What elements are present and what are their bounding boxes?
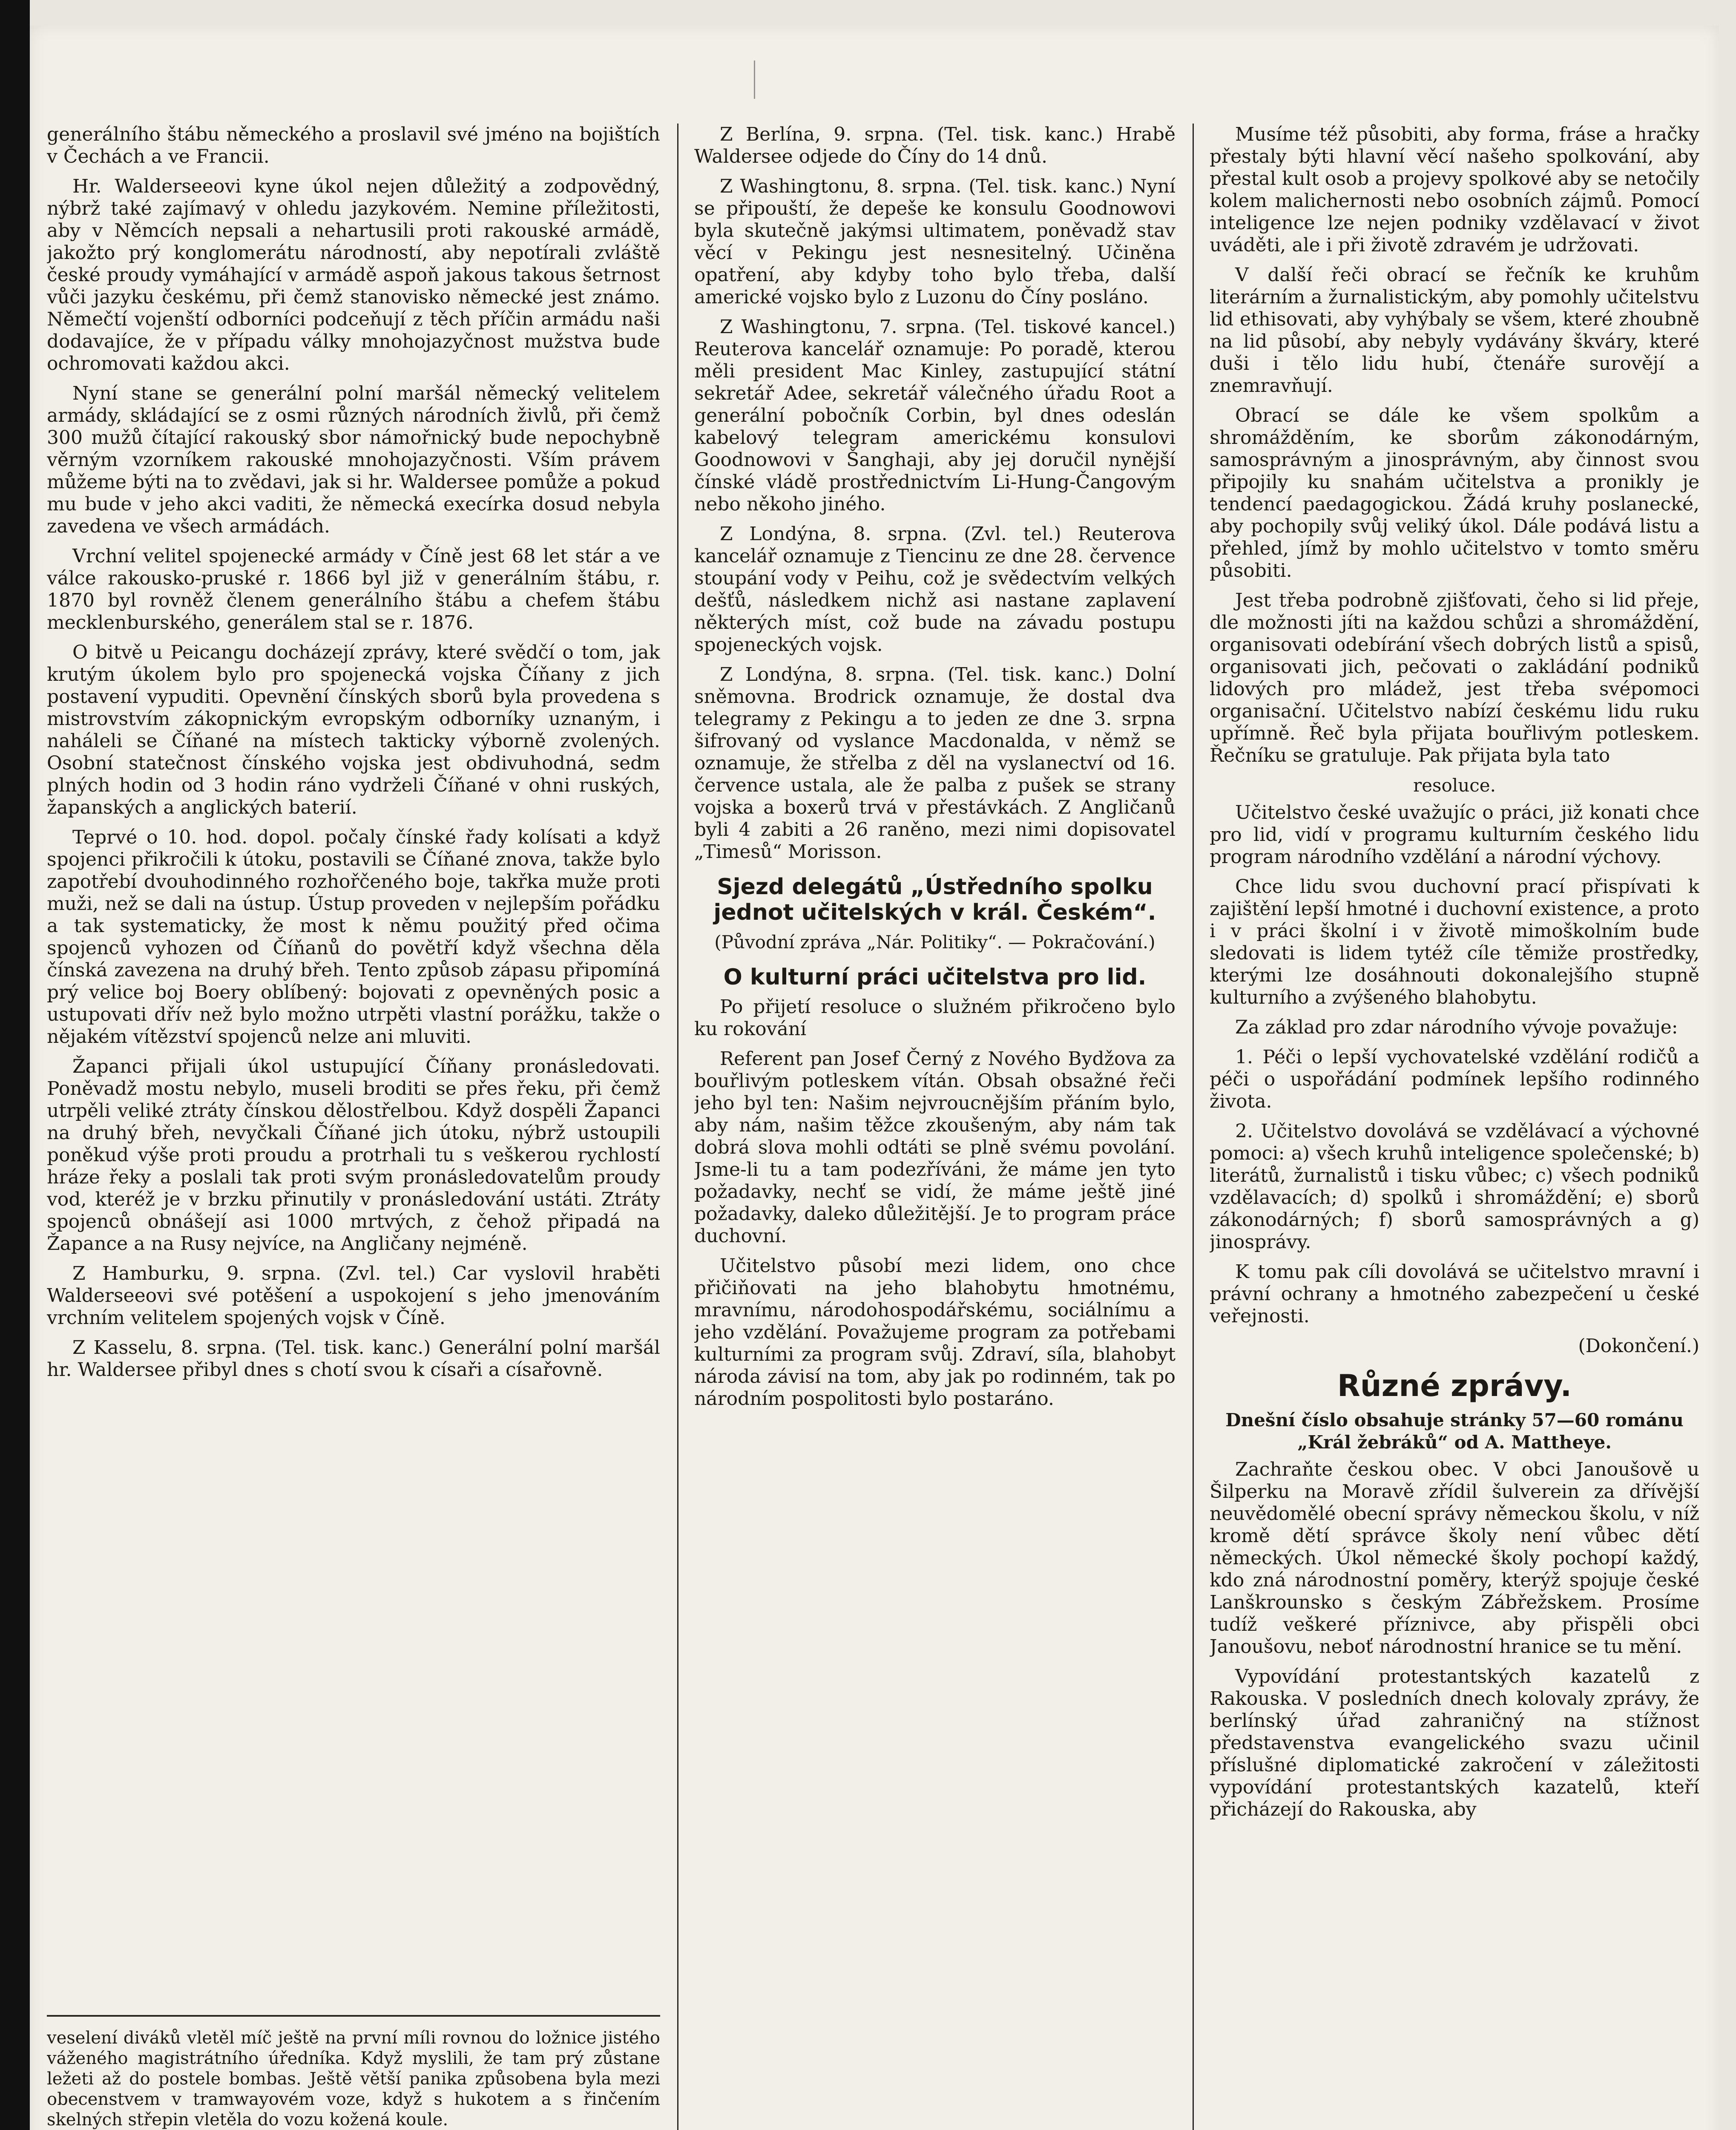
resolution-paragraph: Učitelstvo české uvažujíc o práci, již konati chce pro lid, vidí v programu kulturním českého lidu program národního vzdělání a národní výchovy.: [1210, 802, 1699, 868]
col1-paragraph: Vrchní velitel spojenecké armády v Číně jest 68 let stár a ve válce rakousko-pruské r. 1866 byl již v generálním štábu, r. 1870 byl rovněž členem generálního štábu a chefem štábu mecklenburského, generálem stal se r. 1876.: [47, 545, 660, 633]
column-1: [47, 124, 660, 2006]
col2-paragraph: Po přijetí resoluce o služném přikročeno bylo ku rokování: [694, 996, 1176, 1040]
resolution-label: resoluce.: [1413, 775, 1496, 796]
resolution-paragraph: Chce lidu svou duchovní prací přispívati k zajištění lepší hmotné i duchovní existence, a proto i v práci školní i v životě mimoškolním bude sledovati is lidem tytéž cíle těmiže prostředky, kterými lze dosáhnouti dokonalejšího stupně kulturního a zvýšeného blahobytu.: [1210, 876, 1699, 1008]
resolution-paragraph: K tomu pak cíli dovolává se učitelstvo mravní i právní ochrany a hmotného zabezpečení u české veřejnosti.: [1210, 1261, 1699, 1327]
col1-paragraph: O bitvě u Peicangu docházejí zprávy, které svědčí o tom, jak krutým úkolem bylo pro spojenecká vojska Číňany z jich postavení vypuditi. Opevnění čínských sborů byla provedena s mistrovstvím zákopnickým evropským odborníky uznaným, i naháleli se Číňané na místech takticky výborně zvolených. Osobní statečnost čínského vojska jest obdivuhodná, sedm plných hodin od 3 hodin ráno vydrželi Číňané v ohni ruských, žapanských a anglických baterií.: [47, 642, 660, 818]
col3-paragraph: Jest třeba podrobně zjišťovati, čeho si lid přeje, dle možnosti jíti na každou schůzi a shromáždění, organisovati odebírání všech dobrých listů a spisů, organisovati jich, pečovati o zakládání podniků lidových pro mládež, jest třeba svépomoci organisační. Učitelstvo nabízí českému lidu ruku upřímně. Řeč byla přijata bouřlivým potleskem. Řečníku se gratuluje. Pak přijata byla tato: [1210, 590, 1699, 766]
pen-mark: [754, 60, 772, 99]
col2-paragraph: Referent pan Josef Černý z Nového Bydžova za bouřlivým potleskem vítán. Obsah obsažné řeči jeho byl ten: Našim nejvroucnějším přáním bylo, aby nám, našim těžce zkoušeným, aby nám tak dobrá slova mohli odtáti se plně svému povolání. Jsme-li tu a tam podezříváni, že máme jen tyto požadavky, nechť se vidí, že máme ještě jiné požadavky, daleko důležitější. Je to program práce duchovní.: [694, 1048, 1176, 1247]
column-1-feuilleton: [47, 2028, 660, 2130]
resolution-paragraph: 1. Péči o lepší vychovatelské vzdělání rodičů a péči o uspořádání podmínek lepšího rodinného života.: [1210, 1046, 1699, 1112]
col2-paragraph: Z Berlína, 9. srpna. (Tel. tisk. kanc.) Hrabě Waldersee odjede do Číny do 14 dnů.: [694, 124, 1176, 167]
column-3: [1210, 124, 1699, 2130]
continuation-note: (Dokončení.): [1578, 1335, 1699, 1357]
col3-paragraph: Musíme též působiti, aby forma, fráse a hračky přestaly býti hlavní věcí našeho spolkování, aby přestal kult osob a projevy spolkové aby se netočily kolem malichernosti nebo osobních zájmů. Pomocí inteligence lze nejen podniky vzdělavací v život uváděti, ale i při životě zdravém je udržovati.: [1210, 124, 1699, 256]
col1-paragraph: generálního štábu německého a proslavil své jméno na bojištích v Čechách a ve Francii.: [47, 124, 660, 167]
col3-paragraph: V další řeči obrací se řečník ke kruhům literárním a žurnalistickým, aby pomohly učitelstvu lid ethisovati, aby vyhýbaly se všem, které zhoubně na lid působí, aby nebyly vydávány škváry, které duši i tělo lidu hubí, čtenáře surovějí a znemravňují.: [1210, 264, 1699, 397]
col2-paragraph: Z Londýna, 8. srpna. (Zvl. tel.) Reuterova kancelář oznamuje z Tiencinu ze dne 28. července stoupání vody v Peihu, což je svědectvím velkých dešťů, následkem nichž asi nastane zaplavení některých míst, což bude na závadu postupu spojeneckých vojsk.: [694, 523, 1176, 656]
col1-paragraph: Nyní stane se generální polní maršál německý velitelem armády, skládající se z osmi různých národních živlů, při čemž 300 mužů čítající rakouský sbor námořnický bude nepochybně věrným vzorníkem rakouské mnohojazyčnosti. Vším právem můžeme býti na to zvědavi, jak si hr. Waldersee pomůže a pokud mu bude v jeho akci vaditi, že německá execírka dosud nebyla zavedena ve všech armádách.: [47, 383, 660, 537]
col1-paragraph: Hr. Walderseeovi kyne úkol nejen důležitý a zodpovědný, nýbrž také zajímavý v ohledu jazykovém. Nemine příležitosti, aby v Němcích nepsali a nehartusili proti rakouské armádě, jakožto prý konglomerátu národností, aby nepotírali zvláště české proudy vymáhající v armádě aspoň jakous takous šetrnost vůči jazyku českému, při čemž stanovisko německé jest známo. Němečtí vojenští odborníci podceňují z těch příčin armádu naši dodavajíce, že v případu války mnohojazyčnost mužstva bude ochromovati každou akci.: [47, 176, 660, 374]
news-item: Vypovídání protestantských kazatelů z Rakouska. V posledních dnech kolovaly zprávy, že berlínský úřad zahraničný na stížnost představenstva evangelického svazu učinil příslušné diplomatické zakročení v záležitosti vypovídání protestantských kazatelů, kteří přicházejí do Rakouska, aby: [1210, 1666, 1699, 1820]
col1-paragraph: Žapanci přijali úkol ustupující Číňany pronásledovati. Poněvadž mostu nebylo, museli broditi se přes řeku, při čemž utrpěli veliké ztráty čínskou dělostřelbou. Když dospěli Žapanci na druhý břeh, nevyčkali Číňané jich útoku, nýbrž ustoupili poněkud výše proti proudu a protrhali tu s veškerou rychlostí hráze řeky a poslali tak proti svým pronásledovatelům proudy vod, kteréž je v brzku přinutily v pronásledování ustáti. Ztráty spojenců obnášejí asi 1000 mrtvých, z čehož připadá na Žapance a na Rusy nejvíce, na Angličany nejméně.: [47, 1056, 660, 1255]
col1-paragraph: Teprvé o 10. hod. dopol. počaly čínské řady kolísati a když spojenci přikročili k útoku, postavili se Číňané znova, takže bylo zapotřebí dvouhodinného rozhořčeného boje, takřka muže proti muži, než se dali na ústup. Ústup proveden v nejlepším pořádku a tak systematicky, že most k němu použitý před očima spojenců vyhozen od Číňanů do povětří když všechna děla čínská zavezena na druhý břeh. Tento způsob zápasu připomíná prý velice boj Boery oblíbený: bojovati z opevněných posic a ustupovati dřív než bylo možno utrpěti vlastní porážku, takže o nějakém vítězství spojenců nelze ani mluviti.: [47, 826, 660, 1048]
article-heading: Sjezd delegátů „Ústředního spolku jednot učitelských v král. Českém“.: [713, 874, 1156, 925]
col2-paragraph: Z Washingtonu, 7. srpna. (Tel. tiskové kancel.) Reuterova kancelář oznamuje: Po poradě, kterou měli president Mac Kinley, zastupující státní sekretář Adee, sekretář válečného úřadu Root a generální pobočník Corbin, byl dnes odeslán kabelový telegram americkému konsulovi Goodnowovi v Šanghaji, aby jej doručil nynější čínské vládě prostřednictvím Li-Hung-Čangovým nebo někoho jiného.: [694, 316, 1176, 515]
col2-paragraph: Z Washingtonu, 8. srpna. (Tel. tisk. kanc.) Nyní se připouští, že depeše ke konsulu Goodnowovi byla skutečně jakýmsi ultimatem, poněvadž stav věcí v Pekingu jest nesnesitelný. Učiněna opatření, aby kdyby toho bylo třeba, další americké vojsko bylo z Luzonu do Číny posláno.: [694, 176, 1176, 308]
column-divider: [677, 124, 678, 2130]
col1-paragraph: Z Hamburku, 9. srpna. (Zvl. tel.) Car vyslovil hraběti Walderseeovi své potěšení a uspokojení s jeho jmenováním vrchním velitelem spojených vojsk v Číně.: [47, 1263, 660, 1329]
news-item: Zachraňte českou obec. V obci Janoušově u Šilperku na Moravě zřídil šulverein za dřívější neuvědomělé obecní správy německou školu, v níž kromě dětí správce školy není vůbec dětí německých. Úkol německé školy pochopí každý, kdo zná národnostní poměry, kterýž spojuje české Lanškrounsko s českým Zábřežskem. Prosíme tudíž veškeré příznivce, aby přispěli obci Janoušovu, neboť národnostní hranice se tu mění.: [1210, 1459, 1699, 1658]
column-2: [694, 124, 1176, 2130]
newspaper-page: [30, 26, 1719, 2130]
column-divider: [1193, 124, 1194, 2130]
article-source: (Původní zpráva „Nár. Politiky“. — Pokračování.): [714, 932, 1155, 953]
page-dark-edge: [0, 0, 30, 2130]
col2-paragraph: Učitelstvo působí mezi lidem, ono chce přičiňovati na jeho blahobytu hmotnému, mravnímu, národohospodářskému, sociálnímu a jeho vzdělání. Považujeme program za potřebami kulturními za program svůj. Zdraví, síla, blahobyt národa závisí na tom, aby jak po rodinném, tak po národním pospolitosti bylo postaráno.: [694, 1255, 1176, 1410]
col1-paragraph: Z Kasselu, 8. srpna. (Tel. tisk. kanc.) Generální polní maršál hr. Waldersee přibyl dnes s chotí svou k císaři a císařovně.: [47, 1337, 660, 1381]
section-heading: Různé zprávy.: [1337, 1368, 1572, 1403]
resolution-paragraph: 2. Učitelstvo dovolává se vzdělávací a výchovné pomoci: a) všech kruhů inteligence společenské; b) literátů, žurnalistů i tisku vůbec; c) všech podniků vzdělavacích; d) spolků i shromáždění; e) sborů zákonodárných; f) sborů samosprávných a g) jinosprávy.: [1210, 1120, 1699, 1253]
article-subheading: O kulturní práci učitelstva pro lid.: [723, 964, 1147, 990]
section-subheading: Dnešní číslo obsahuje stránky 57—60 románu „Král žebráků“ od A. Mattheye.: [1225, 1410, 1684, 1453]
col3-paragraph: Obrací se dále ke všem spolkům a shromážděním, ke sborům zákonodárným, samosprávným a jinosprávným, aby činnost svou připojily ku snahám učitelstva a pronikly je tendencí paedagogickou. Žádá kruhy poslanecké, aby pochopily svůj veliký úkol. Dále podává listu a přehled, jímž by mohlo učitelstvo v tomto směru působiti.: [1210, 405, 1699, 581]
col1-feuilleton-paragraph: veselení diváků vletěl míč ještě na první míli rovnou do ložnice jistého váženého magistrátního úředníka. Když myslili, že tam prý zůstane ležeti až do postele bombas. Ještě větší panika způsobena byla mezi obecenstvem v tramwayovém voze, když s hukotem a s řinčením skelných střepin vletěla do vozu kožená koule.: [47, 2028, 660, 2130]
col2-paragraph: Z Londýna, 8. srpna. (Tel. tisk. kanc.) Dolní sněmovna. Brodrick oznamuje, že dostal dva telegramy z Pekingu a to jeden ze dne 3. srpna šifrovaný od vyslance Macdonalda, v němž se oznamuje, že střelba z děl na vyslanectví od 16. července ustala, ale že palba z pušek se strany vojska a boxerů trvá v přestávkách. Z Angličanů byli 4 zabiti a 26 raněno, mezi nimi dopisovatel „Timesů“ Morisson.: [694, 664, 1176, 863]
col1-feuilleton-rule: [47, 2015, 660, 2017]
resolution-paragraph: Za základ pro zdar národního vývoje považuje:: [1235, 1016, 1678, 1038]
